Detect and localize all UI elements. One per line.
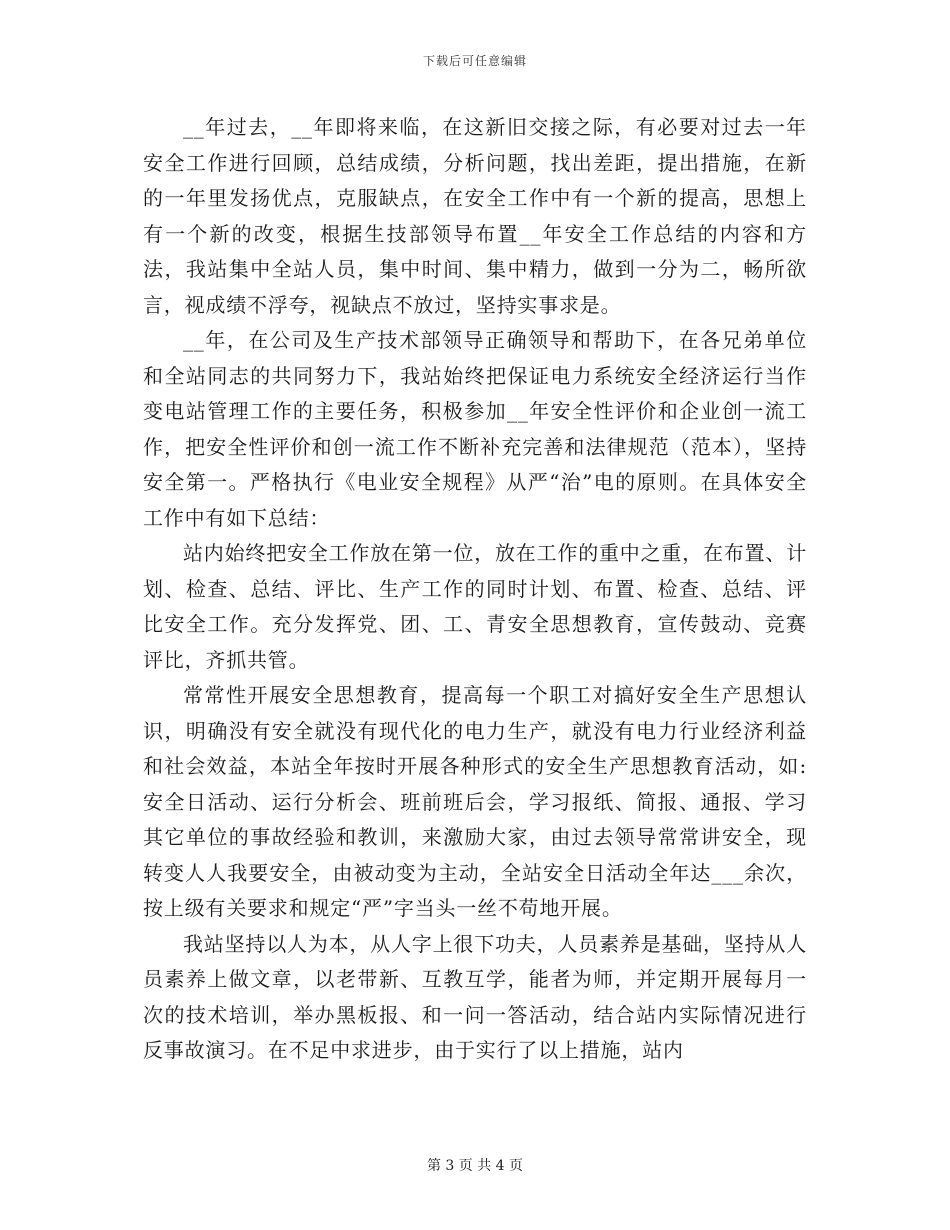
paragraph-5: 我站坚持以人为本，从人字上很下功夫，人员素养是基础，坚持从人员素养上做文章，以老带新、互教互学，能者为师，并定期开展每月一次的技术培训，举办黑板报、和一问一答活动，结合站内实际情况进行反事故演习。在不足中求进步，由于实行了以上措施，站内	[143, 931, 807, 1062]
document-body	[143, 110, 807, 1069]
paragraph-2: __年，在公司及生产技术部领导正确领导和帮助下，在各兄弟单位和全站同志的共同努力下，我站始终把保证电力系统安全经济运行当作变电站管理工作的主要任务，积极参加__年安全性评价和企业创一流工作，把安全性评价和创一流工作不断补充完善和法律规范（范本），坚持安全第一。严格执行《电业安全规程》从严“治”电的原则。在具体安全工作中有如下总结：	[143, 328, 807, 530]
paragraph-3: 站内始终把安全工作放在第一位，放在工作的重中之重，在布置、计划、检查、总结、评比、生产工作的同时计划、布置、检查、总结、评比安全工作。充分发挥党、团、工、青安全思想教育，宣传鼓动、竞赛评比，齐抓共管。	[143, 541, 807, 672]
paragraph-4: 常常性开展安全思想教育，提高每一个职工对搞好安全生产思想认识，明确没有安全就没有现代化的电力生产，就没有电力行业经济利益和社会效益，本站全年按时开展各种形式的安全生产思想教育活动，如:安全日活动、运行分析会、班前班后会，学习报纸、简报、通报、学习其它单位的事故经验和教训，来激励大家，由过去领导常常讲安全，现转变人人我要安全，由被动变为主动，全站安全日活动全年达___余次，按上级有关要求和规定“严”字当头一丝不苟地开展。	[143, 683, 807, 920]
paragraph-1: __年过去，__年即将来临，在这新旧交接之际，有必要对过去一年安全工作进行回顾，总结成绩，分析问题，找出差距，提出措施，在新的一年里发扬优点，克服缺点，在安全工作中有一个新的提高，思想上有一个新的改变，根据生技部领导布置__年安全工作总结的内容和方法，我站集中全站人员，集中时间、集中精力，做到一分为二，畅所欲言，视成绩不浮夸，视缺点不放过，坚持实事求是。	[143, 115, 807, 317]
page-header: 下载后可任意编辑	[422, 54, 527, 68]
page-number-footer: 第 3 页 共 4 页	[426, 1158, 524, 1174]
